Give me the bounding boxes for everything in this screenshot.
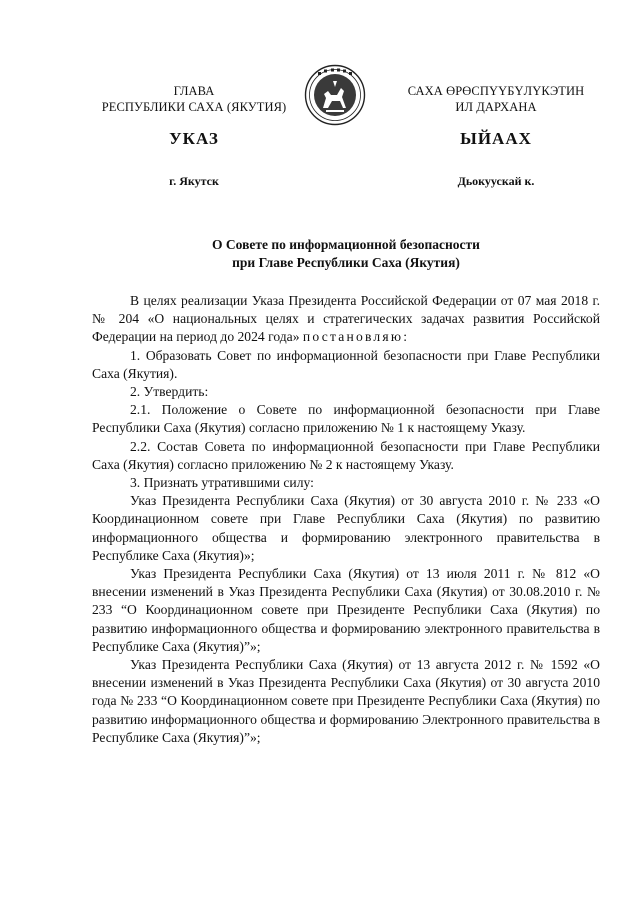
repealed-decree-3: Указ Президента Республики Саха (Якутия) от 13 августа 2012 г. № 1592 «О внесении изменений в Указ Президента Республики Саха (Якутия) от 30 августа 2010 года № 233 “О Координационном совете при Президенте Республики Саха (Якутия) по развитию информационного общества и формированию Электронного правительства в Республике Саха (Якутия)”»; (92, 657, 600, 745)
document-body (92, 292, 600, 747)
header-right-line2: ИЛ ДАРХАНА (455, 99, 537, 114)
preamble-text: В целях реализации Указа Президента Российской Федерации от 07 мая 2018 г. № 204 «О национальных целях и стратегических задачах развития Российской Федерации на период до 2024 года» (92, 293, 600, 345)
paragraph-preamble (92, 292, 600, 347)
header-left-line1: ГЛАВА (173, 84, 215, 98)
doc-type-right: ЫЙААХ (460, 129, 532, 148)
header-left (92, 84, 296, 115)
paragraph-2-1: 2.1. Положение о Совете по информационной безопасности при Главе Республики Саха (Якутия) согласно приложению № 1 к настоящему Указу. (92, 402, 600, 436)
title-line1: О Совете по информационной безопасности (212, 237, 480, 252)
document-title (92, 236, 600, 272)
paragraph-1: 1. Образовать Совет по информационной безопасности при Главе Республики Саха (Якутия). (92, 347, 600, 381)
paragraph-2-2: 2.2. Состав Совета по информационной безопасности при Главе Республики Саха (Якутия) согласно приложению № 2 к настоящему Указу. (92, 438, 600, 472)
city-left: г. Якутск (169, 174, 219, 188)
header-left-line2: РЕСПУБЛИКИ САХА (ЯКУТИЯ) (101, 99, 287, 114)
title-line2: при Главе Республики Саха (Якутия) (232, 255, 460, 270)
repealed-decree-2: Указ Президента Республики Саха (Якутия) от 13 июля 2011 г. № 812 «О внесении изменений в Указ Президента Республики Саха (Якутия) от 30.08.2010 г. № 233 “О Координационном совете при Президенте Республики Саха (Якутия) по развитию информационного общества и формированию электронного правительства в Республике Саха (Якутия)”»; (92, 566, 600, 654)
doc-type-left: УКАЗ (169, 129, 219, 148)
paragraph-3: 3. Признать утратившими силу: (130, 475, 314, 491)
repealed-decree-1: Указ Президента Республики Саха (Якутия) от 30 августа 2010 г. № 233 «О Координационном совете при Главе Республики Саха (Якутия) по развитию информационного общества и формированию электронного правительства в Республике Саха (Якутия)»; (92, 493, 600, 563)
coat-of-arms-icon (304, 64, 366, 126)
header-right-line1: САХА ӨРӨСПҮҮБҮЛҮКЭТИН (407, 84, 585, 98)
paragraph-2: 2. Утвердить: (130, 384, 209, 400)
header-right (392, 84, 600, 115)
decree-word: постановляю: (302, 329, 410, 345)
city-right: Дьокуускай к. (457, 174, 535, 188)
